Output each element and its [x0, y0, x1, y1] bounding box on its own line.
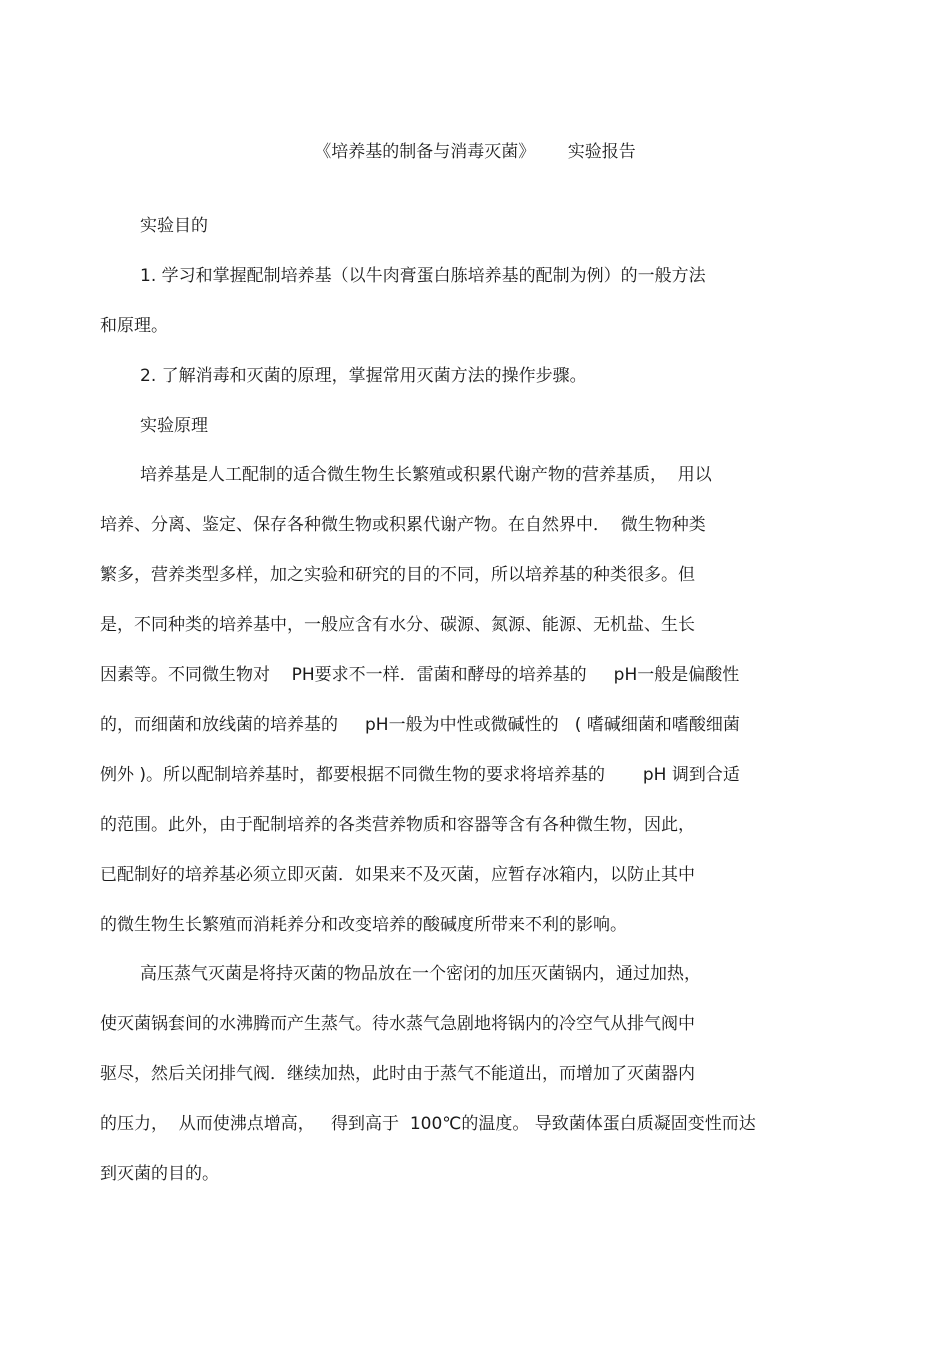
paragraph-line: 例外 )。所以配制培养基时，都要根据不同微生物的要求将培养基的 pH 调到合适 — [100, 765, 740, 785]
section-heading-principle: 实验原理 — [140, 416, 208, 436]
paragraph-line: 繁多，营养类型多样，加之实验和研究的目的不同，所以培养基的种类很多。但 — [100, 565, 695, 585]
paragraph-line: 是，不同种类的培养基中，一般应含有水分、碳源、氮源、能源、无机盐、生长 — [100, 615, 695, 635]
section-heading-purpose: 实验目的 — [140, 216, 208, 236]
paragraph-line: 使灭菌锅套间的水沸腾而产生蒸气。待水蒸气急剧地将锅内的冷空气从排气阀中 — [100, 1014, 695, 1034]
paragraph-line: 培养基是人工配制的适合微生物生长繁殖或积累代谢产物的营养基质， 用以 — [140, 465, 712, 485]
paragraph-line: 的微生物生长繁殖而消耗养分和改变培养的酸碱度所带来不利的影响。 — [100, 915, 627, 935]
paragraph-line: 驱尽，然后关闭排气阀．继续加热，此时由于蒸气不能道出，而增加了灭菌器内 — [100, 1064, 695, 1084]
paragraph-line: 1. 学习和掌握配制培养基（以牛肉膏蛋白胨培养基的配制为例）的一般方法 — [140, 266, 706, 286]
report-title: 《培养基的制备与消毒灭菌》 实验报告 — [314, 142, 636, 162]
paragraph-line: 的，而细菌和放线菌的培养基的 pH一般为中性或微碱性的 ( 嗜碱细菌和嗜酸细菌 — [100, 715, 740, 735]
paragraph-line: 因素等。不同微生物对 PH要求不一样．雷菌和酵母的培养基的 pH一般是偏酸性 — [100, 665, 740, 685]
paragraph-line: 2. 了解消毒和灭菌的原理，掌握常用灭菌方法的操作步骤。 — [140, 366, 587, 386]
paragraph-line: 高压蒸气灭菌是将持灭菌的物品放在一个密闭的加压灭菌锅内，通过加热， — [140, 964, 701, 984]
paragraph-line: 和原理。 — [100, 316, 168, 336]
paragraph-line: 到灭菌的目的。 — [100, 1164, 219, 1184]
paragraph-line: 的范围。此外，由于配制培养的各类营养物质和容器等含有各种微生物，因此， — [100, 815, 695, 835]
paragraph-line: 的压力， 从而使沸点增高， 得到高于 100℃的温度。 导致菌体蛋白质凝固变性而达 — [100, 1114, 756, 1134]
paragraph-line: 培养、分离、鉴定、保存各种微生物或积累代谢产物。在自然界中． 微生物种类 — [100, 515, 706, 535]
paragraph-line: 已配制好的培养基必须立即灭菌．如果来不及灭菌，应暂存冰箱内，以防止其中 — [100, 865, 695, 885]
